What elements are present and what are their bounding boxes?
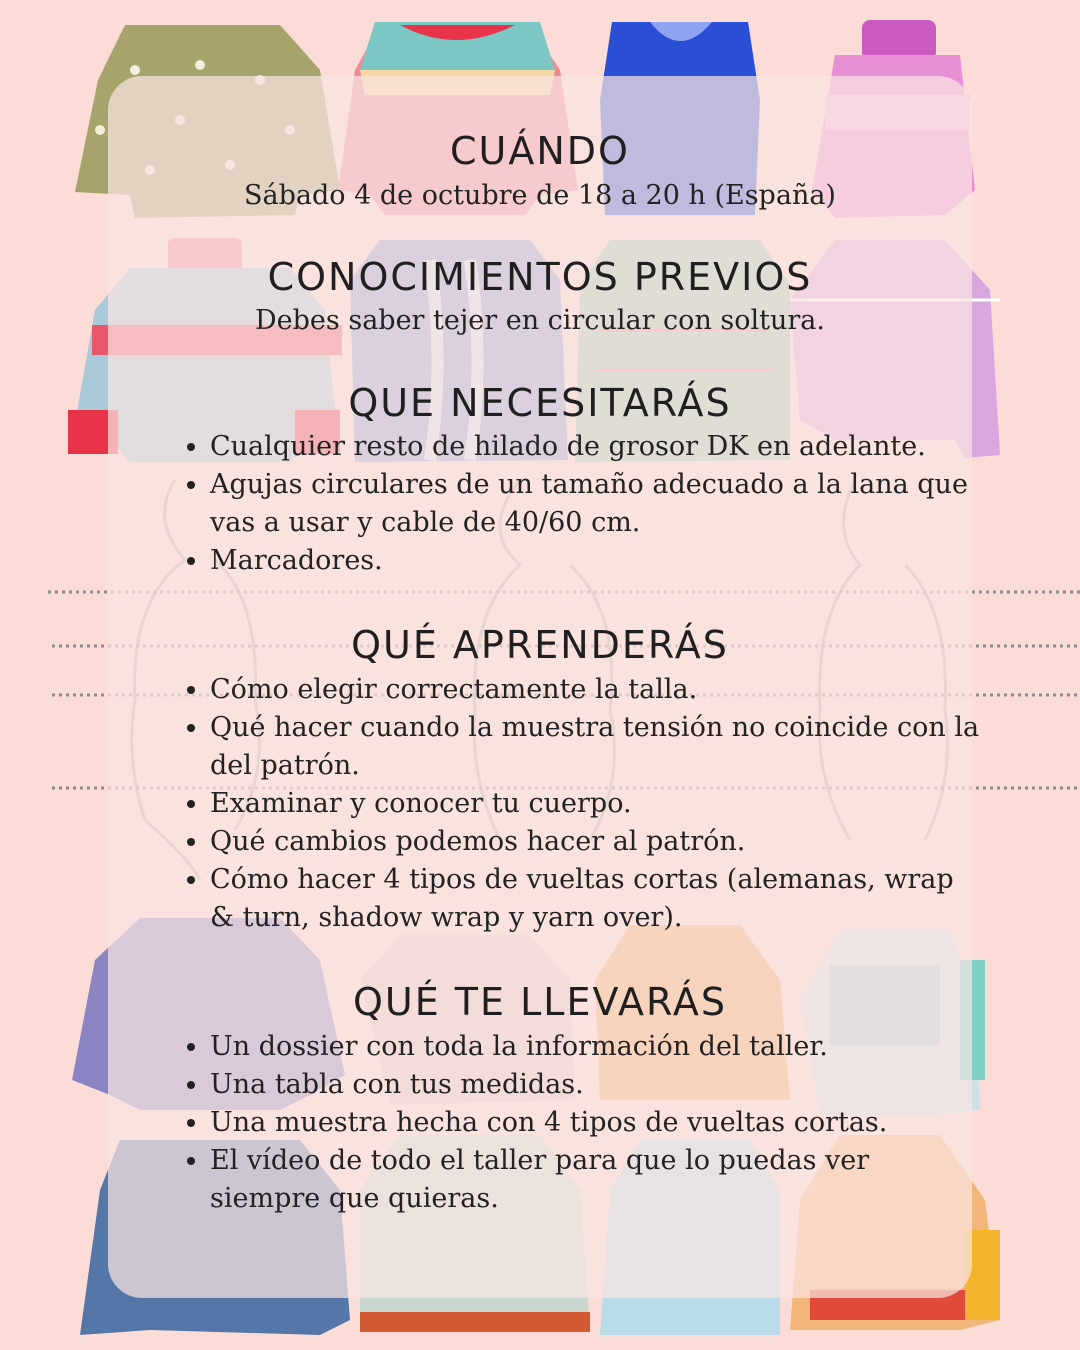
- list-item: • Agujas circulares de un tamaño adecuado a la lana que vas a usar y cable de 40/60 cm.: [210, 466, 980, 542]
- list-item: • El vídeo de todo el taller para que lo puedas ver siempre que quieras.: [210, 1142, 980, 1218]
- materials-list: [178, 428, 980, 580]
- prerequisites-line: Debes saber tejer en circular con soltura.: [255, 305, 825, 336]
- learning-list: [178, 671, 980, 937]
- section-heading-llevaras: QUÉ TE LLEVARÁS: [352, 980, 727, 1024]
- list-item: • Cualquier resto de hilado de grosor DK en adelante.: [210, 428, 980, 466]
- list-item: • Cómo elegir correctamente la talla.: [210, 671, 980, 709]
- section-heading-aprenderas: QUÉ APRENDERÁS: [351, 623, 729, 667]
- takeaways-list: [178, 1028, 980, 1218]
- workshop-info: [108, 76, 980, 1298]
- date-line: Sábado 4 de octubre de 18 a 20 h (España): [244, 180, 836, 211]
- list-item: • Cómo hacer 4 tipos de vueltas cortas (alemanas, wrap & turn, shadow wrap y yarn over).: [210, 861, 980, 937]
- list-item: • Un dossier con toda la información del taller.: [210, 1028, 980, 1066]
- list-item: • Qué hacer cuando la muestra tensión no coincide con la del patrón.: [210, 709, 980, 785]
- list-item: • Una tabla con tus medidas.: [210, 1066, 980, 1104]
- section-heading-necesitaras: QUE NECESITARÁS: [348, 381, 732, 425]
- list-item: • Qué cambios podemos hacer al patrón.: [210, 823, 980, 861]
- list-item: • Una muestra hecha con 4 tipos de vueltas cortas.: [210, 1104, 980, 1142]
- list-item: • Marcadores.: [210, 542, 980, 580]
- section-heading-cuando: CUÁNDO: [450, 129, 630, 173]
- section-heading-conocimientos: CONOCIMIENTOS PREVIOS: [267, 255, 813, 299]
- list-item: • Examinar y conocer tu cuerpo.: [210, 785, 980, 823]
